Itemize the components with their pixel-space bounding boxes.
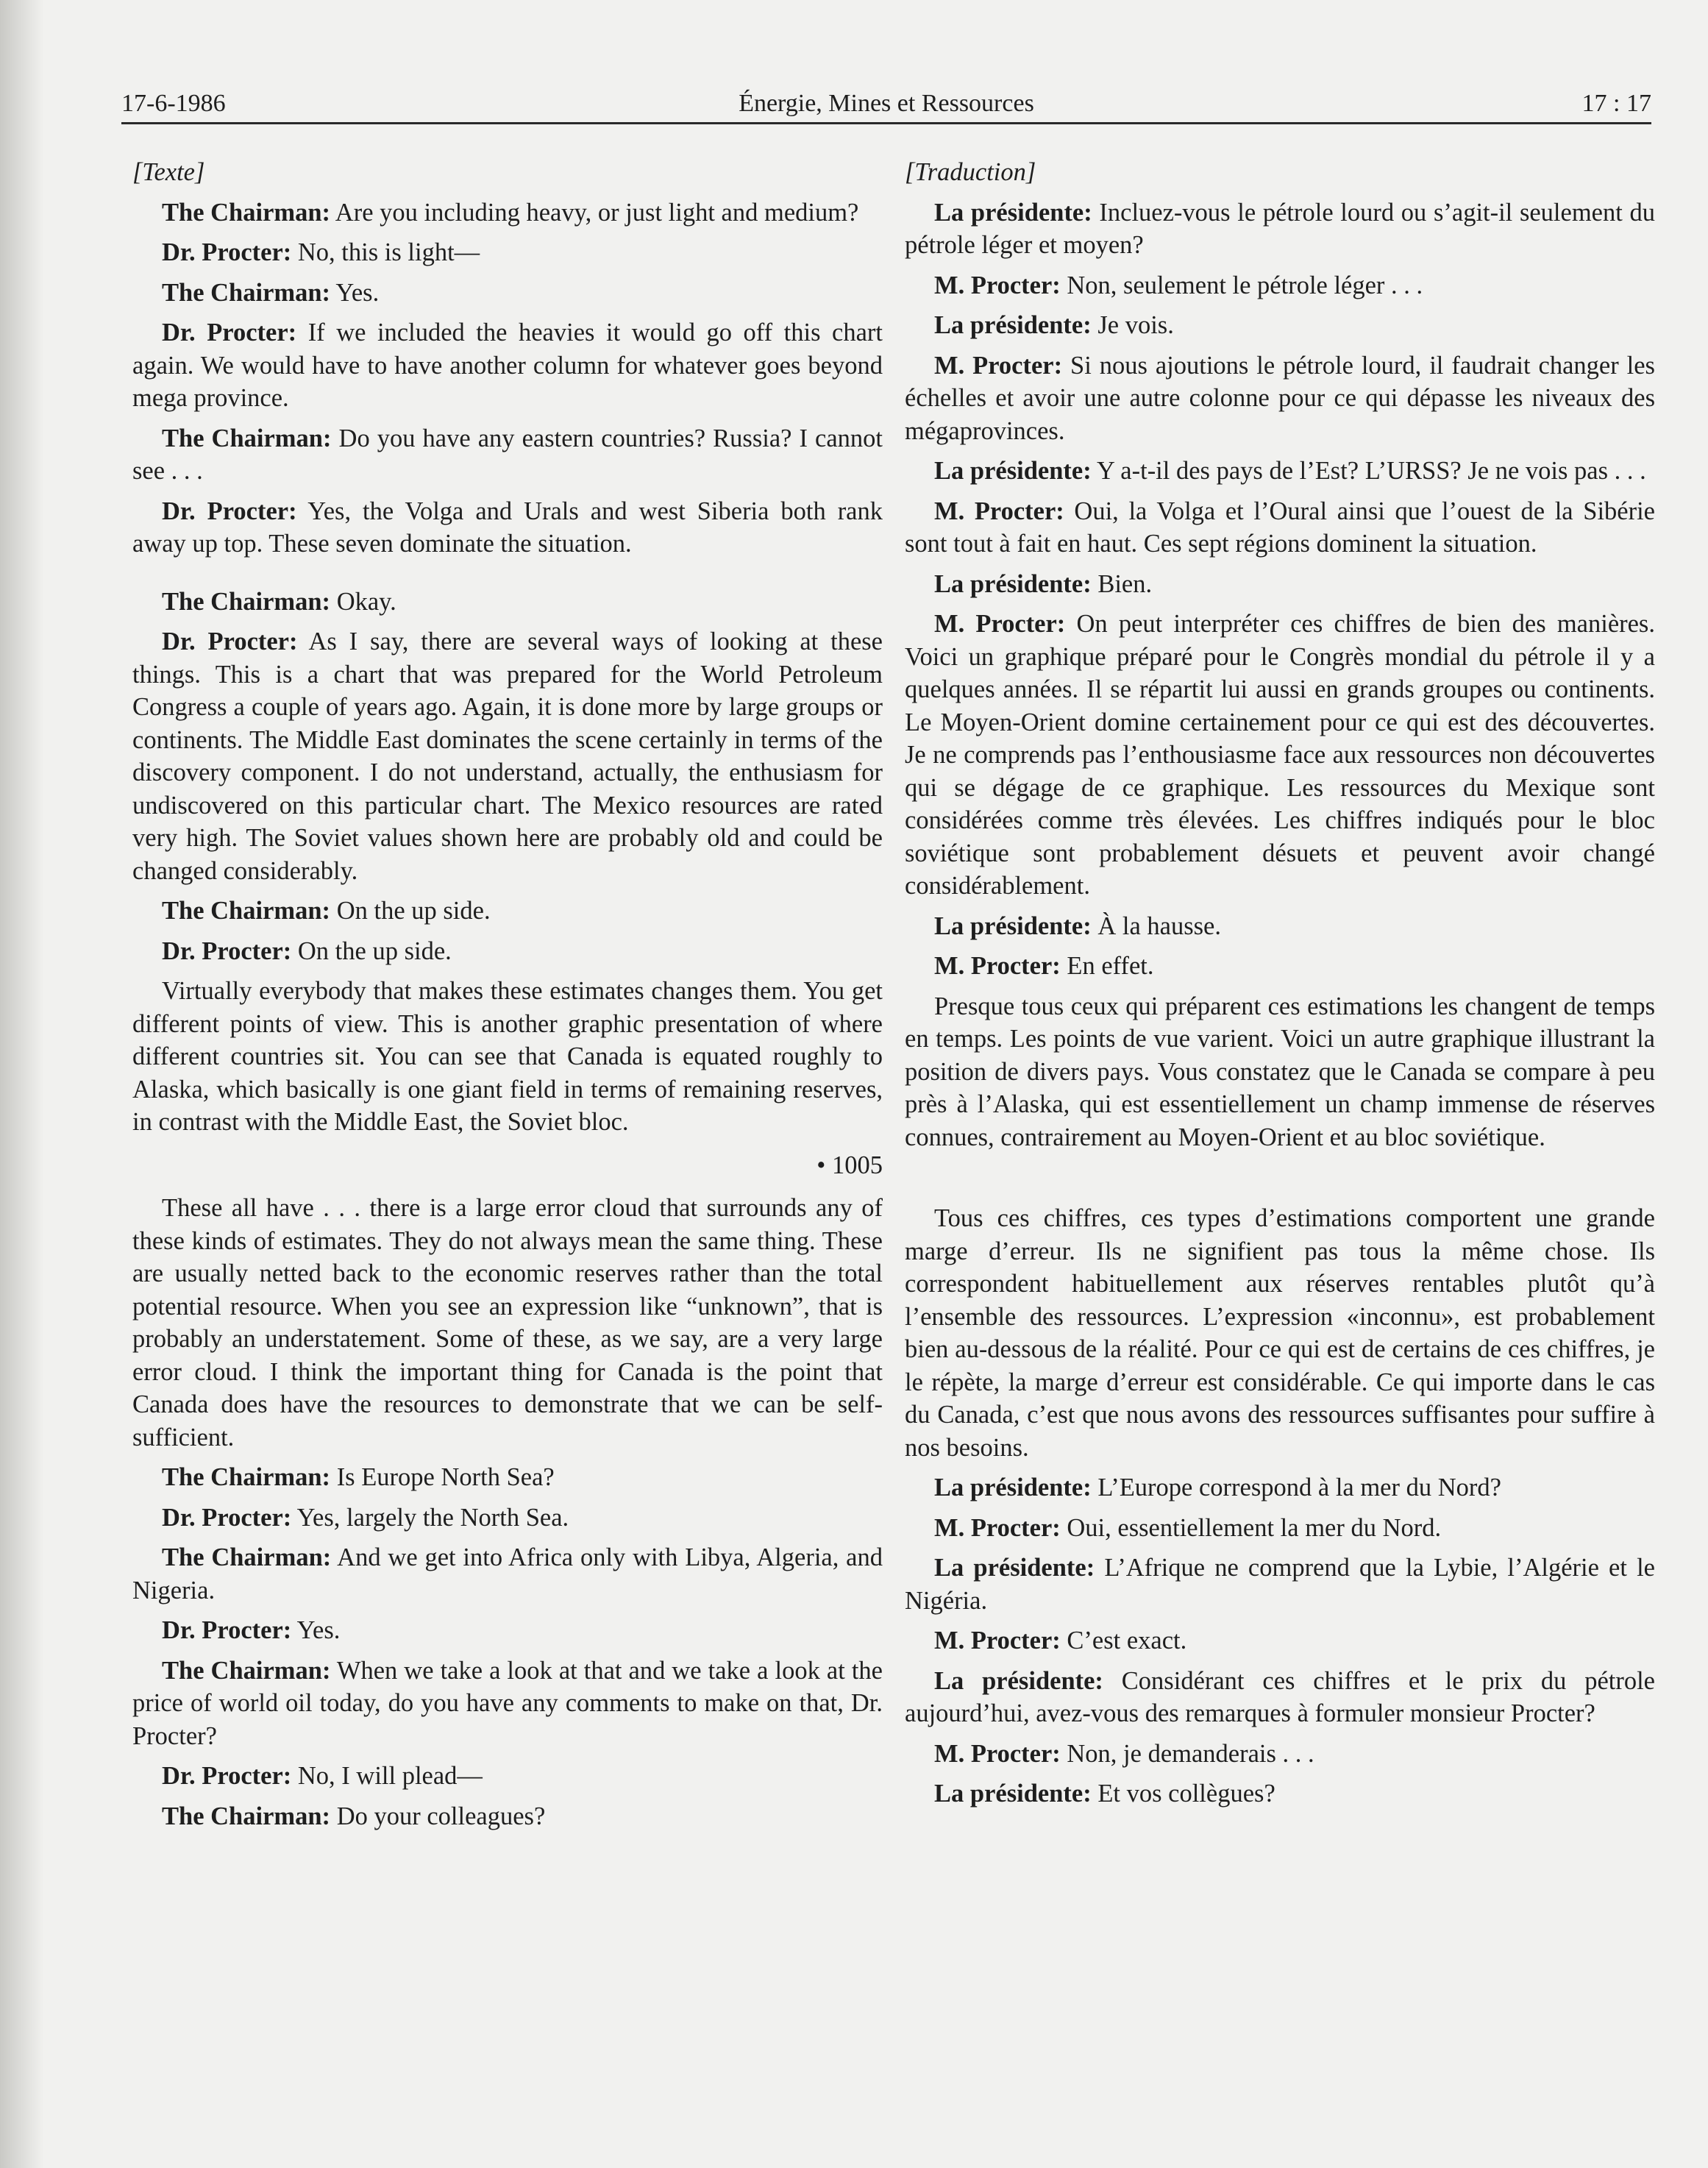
speaker: La présidente: xyxy=(934,1474,1092,1501)
speech-text: Do you have any eastern countries? Russia? I cannot see . . . xyxy=(132,424,883,485)
speech-text: On the up side. xyxy=(291,936,452,965)
paragraph xyxy=(132,1541,883,1607)
speaker: La présidente: xyxy=(934,1666,1103,1695)
page-header xyxy=(121,82,1651,125)
speaker: Dr. Procter: xyxy=(162,1762,292,1790)
speaker: The Chairman: xyxy=(162,198,331,227)
paragraph xyxy=(905,1471,1655,1504)
speaker: The Chairman: xyxy=(162,897,331,925)
speaker: The Chairman: xyxy=(162,1802,331,1830)
paragraph xyxy=(905,309,1655,342)
speaker: The Chairman: xyxy=(162,1543,332,1571)
speaker: M. Procter: xyxy=(934,1513,1061,1542)
speech-text: Is Europe North Sea? xyxy=(330,1463,555,1491)
paragraph xyxy=(132,1655,883,1753)
paragraph xyxy=(132,1501,883,1535)
paragraph xyxy=(132,1760,883,1793)
speech-text: Bien. xyxy=(1091,569,1153,598)
speaker: M. Procter: xyxy=(934,497,1064,525)
paragraph xyxy=(905,990,1655,1154)
section-label: [Traduction] xyxy=(905,158,1036,186)
speaker: M. Procter: xyxy=(934,952,1061,980)
speech-text: If we included the heavies it would go off this chart again. We would have to have another column for whatever goes beyond mega province. xyxy=(132,319,883,412)
paragraph xyxy=(132,316,883,415)
speaker: M. Procter: xyxy=(934,1627,1061,1655)
speech-text: Are you including heavy, or just light and medium? xyxy=(330,198,859,227)
speech-text: Yes, the Volga and Urals and west Siberia both rank away up top. These seven dominate the situation. xyxy=(132,497,883,558)
paragraph xyxy=(132,975,883,1139)
speech-text: On the up side. xyxy=(330,897,491,925)
time-marker: • 1005 xyxy=(816,1151,883,1179)
spacer xyxy=(905,1161,1655,1202)
paragraph xyxy=(905,1777,1655,1810)
speech-text: When we take a look at that and we take a look at the price of world oil today, do you have any comments to make on that, Dr. Procter? xyxy=(132,1656,883,1750)
speaker: M. Procter: xyxy=(934,351,1063,380)
section-label: [Texte] xyxy=(132,158,205,186)
speech-text: These all have . . . there is a large error cloud that surrounds any of these kinds of estimates. They do not always mean the same thing. These are usually netted back to the economic reserves rather than the total potential resource. When you see an expression like “unknown”, that is probably an understatement. Some of these, as we say, are a very large error cloud. I think the important thing for Canada is the point that Canada does have the resources to demonstrate that we can be self-sufficient. xyxy=(132,1194,883,1451)
speech-text: Presque tous ceux qui préparent ces estimations les changent de temps en temps. Les points de vue varient. Voici un autre graphique illustrant la position de divers pays. Vous constatez que le Canada se compare à peu près à l’Alaska, qui est essentiellement un champ immense de réserves connues, contrairement au Moyen-Orient et au bloc soviétique. xyxy=(905,992,1655,1151)
speaker: M. Procter: xyxy=(934,610,1066,638)
paragraph xyxy=(132,1614,883,1647)
speech-text: No, this is light— xyxy=(291,238,480,266)
speaker: The Chairman: xyxy=(162,1463,331,1491)
header-date: 17-6-1986 xyxy=(121,90,226,117)
speech-text: Yes, largely the North Sea. xyxy=(291,1503,569,1532)
speaker: Dr. Procter: xyxy=(162,1503,292,1532)
speech-text: Incluez-vous le pétrole lourd ou s’agit-il seulement du pétrole léger et moyen? xyxy=(905,198,1655,259)
speaker: The Chairman: xyxy=(162,278,331,307)
speech-text: Okay. xyxy=(330,587,396,616)
paragraph xyxy=(905,455,1655,488)
paragraph xyxy=(132,895,883,928)
speech-text: And we get into Africa only with Libya, Algeria, and Nigeria. xyxy=(132,1543,883,1604)
speech-text: Non, seulement le pétrole léger . . . xyxy=(1060,271,1423,299)
paragraph xyxy=(905,495,1655,561)
paragraph xyxy=(132,625,883,887)
speech-text: Virtually everybody that makes these estimates changes them. You get different points of view. This is another graphic presentation of where different countries sit. You can see that Canada is equated roughly to Alaska, which basically is one giant field in terms of remaining reserves, in contrast with the Middle East, the Soviet bloc. xyxy=(132,977,883,1136)
page-binding-shadow xyxy=(0,0,44,2168)
speaker: Dr. Procter: xyxy=(162,936,292,965)
speech-text: As I say, there are several ways of looking at these things. This is a chart that was prepared for the World Petroleum Congress a couple of years ago. Again, it is done more by large groups or continents. The Middle East dominates the scene certainly in terms of the discovery component. I do not understand, actually, the enthusiasm for undiscovered on this particular chart. The Mexico resources are rated very high. The Soviet values shown here are probably old and could be changed considerably. xyxy=(132,628,883,885)
paragraph xyxy=(132,1461,883,1494)
speech-text: Oui, essentiellement la mer du Nord. xyxy=(1060,1513,1442,1542)
paragraph xyxy=(905,1512,1655,1545)
speech-text: No, I will plead— xyxy=(291,1762,483,1790)
paragraph xyxy=(132,1192,883,1454)
speaker: La présidente: xyxy=(934,1780,1092,1808)
header-page-number: 17 : 17 xyxy=(1581,90,1651,117)
paragraph xyxy=(132,495,883,561)
speaker: M. Procter: xyxy=(934,271,1061,299)
paragraph xyxy=(905,1665,1655,1730)
speaker: La présidente: xyxy=(934,311,1092,339)
paragraph xyxy=(905,1624,1655,1657)
speech-text: C’est exact. xyxy=(1060,1627,1187,1655)
paragraph xyxy=(132,236,883,269)
speech-text: Non, je demanderais . . . xyxy=(1060,1739,1314,1768)
french-column xyxy=(905,156,1655,1818)
paragraph xyxy=(905,349,1655,448)
paragraph xyxy=(905,196,1655,262)
speech-text: Yes. xyxy=(291,1616,341,1644)
header-rule xyxy=(121,122,1651,124)
speech-text: On peut interpréter ces chiffres de bien des manières. Voici un graphique préparé pour le Congrès mondial du pétrole il y a quelques années. Il se répartit lui aussi en grands groupes ou continents. Le Moyen-Orient domine certainement pour ce qui est des découvertes. Je ne comprends pas l’enthousiasme face aux ressources non découvertes qui se dégage de ce graphique. Les ressources du Mexique sont considérées comme très élevées. Les chiffres indiqués pour le bloc soviétique sont probablement désuets et peuvent avoir changé considérablement. xyxy=(905,610,1655,900)
paragraph xyxy=(132,196,883,230)
speaker: Dr. Procter: xyxy=(162,1616,292,1644)
speech-text: L’Europe correspond à la mer du Nord? xyxy=(1091,1474,1501,1501)
paragraph xyxy=(905,1202,1655,1464)
speaker: La présidente: xyxy=(934,911,1092,940)
paragraph xyxy=(132,1800,883,1833)
speaker: The Chairman: xyxy=(162,424,332,452)
speech-text: L’Afrique ne comprend que la Lybie, l’Algérie et le Nigéria. xyxy=(905,1554,1655,1615)
speaker: M. Procter: xyxy=(934,1739,1061,1768)
speaker: La présidente: xyxy=(934,569,1092,598)
speaker: The Chairman: xyxy=(162,587,331,616)
paragraph xyxy=(132,935,883,968)
speech-text: Oui, la Volga et l’Oural ainsi que l’ouest de la Sibérie sont tout à fait en haut. Ces sept régions dominent la situation. xyxy=(905,497,1655,558)
speech-text: Je vois. xyxy=(1091,311,1174,339)
paragraph xyxy=(132,422,883,488)
speaker: La présidente: xyxy=(934,1554,1095,1582)
english-column xyxy=(132,156,883,1840)
paragraph xyxy=(905,1552,1655,1617)
paragraph xyxy=(132,586,883,619)
speech-text: Si nous ajoutions le pétrole lourd, il faudrait changer les échelles et avoir une autre colonne pour ce qui dépasse les niveaux des mégaprovinces. xyxy=(905,351,1655,445)
paragraph xyxy=(905,910,1655,943)
speaker: Dr. Procter: xyxy=(162,238,292,266)
paragraph xyxy=(905,269,1655,302)
speech-text: Y a-t-il des pays de l’Est? L’URSS? Je ne vois pas . . . xyxy=(1091,457,1646,485)
paragraph xyxy=(905,568,1655,601)
speaker: La présidente: xyxy=(934,198,1092,227)
speaker: The Chairman: xyxy=(162,1656,331,1685)
speech-text: Yes. xyxy=(330,278,380,307)
paragraph xyxy=(132,277,883,310)
paragraph xyxy=(905,608,1655,903)
header-title: Énergie, Mines et Ressources xyxy=(739,90,1034,117)
speech-text: Et vos collègues? xyxy=(1091,1780,1275,1808)
speech-text: Do your colleagues? xyxy=(330,1802,546,1830)
speaker: La présidente: xyxy=(934,457,1092,485)
speaker: Dr. Procter: xyxy=(162,628,298,655)
speech-text: À la hausse. xyxy=(1091,911,1221,940)
speaker: Dr. Procter: xyxy=(162,319,297,346)
paragraph xyxy=(905,950,1655,983)
spacer xyxy=(132,568,883,586)
speaker: Dr. Procter: xyxy=(162,497,297,525)
speech-text: Considérant ces chiffres et le prix du pétrole aujourd’hui, avez-vous des remarques à formuler monsieur Procter? xyxy=(905,1666,1655,1727)
speech-text: En effet. xyxy=(1060,952,1154,980)
paragraph xyxy=(905,1738,1655,1771)
speech-text: Tous ces chiffres, ces types d’estimations comportent une grande marge d’erreur. Ils ne signifient pas tous la même chose. Ils correspondent habituellement aux réserves rentables plutôt qu’à l’ensemble des ressources. L’expression «inconnu», est probablement bien au-dessous de la réalité. Pour ce qui est de certains de ces chiffres, je le répète, la marge d’erreur est considérable. Ce qui importe dans le cas du Canada, c’est que nous avons des ressources suffisantes pour suffire à nos besoins. xyxy=(905,1204,1655,1462)
